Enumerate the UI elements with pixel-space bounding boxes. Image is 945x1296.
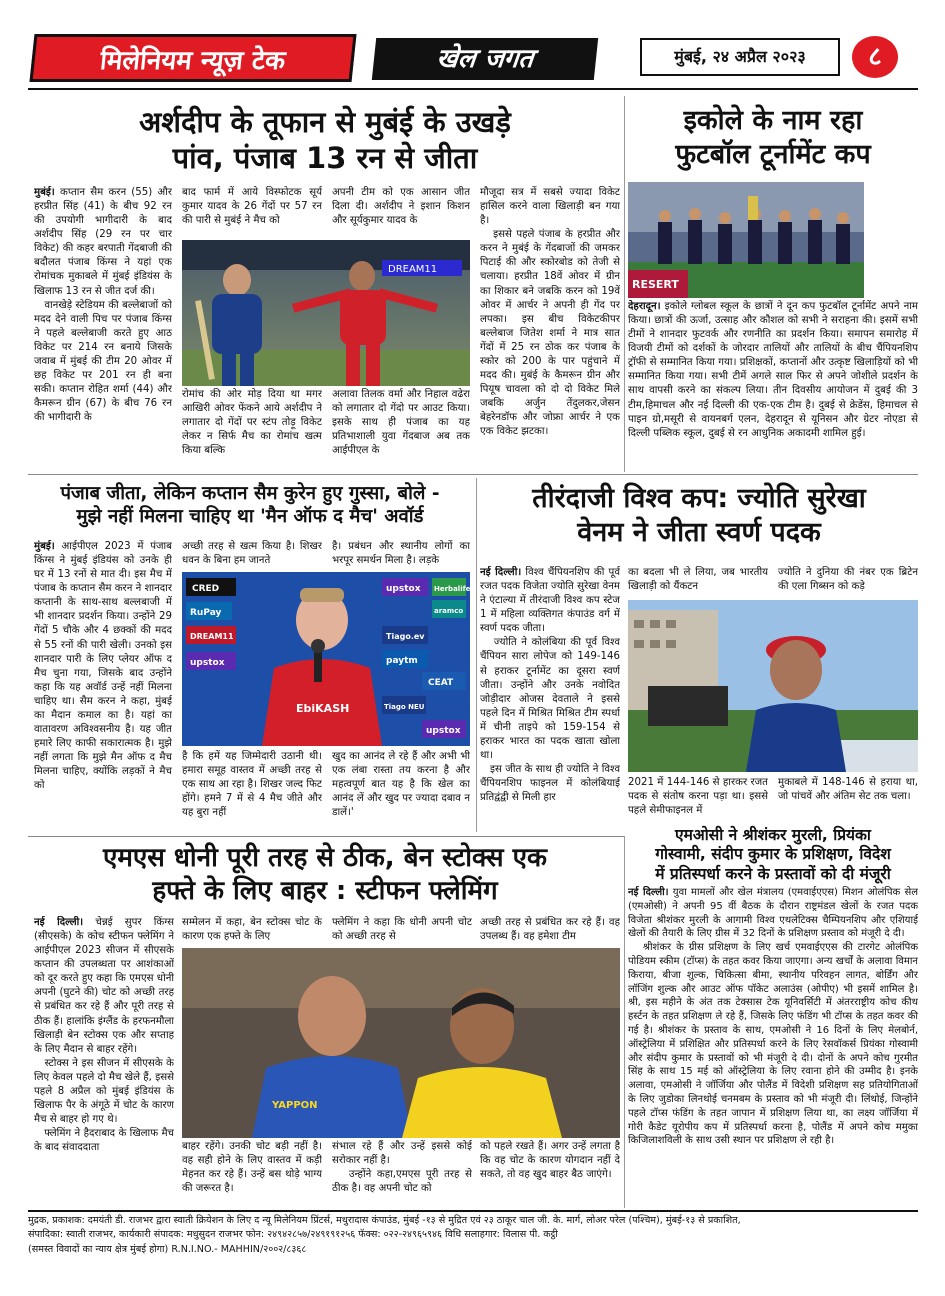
footer-rule — [28, 1210, 918, 1212]
story5-text-b: श्रीशंकर के ग्रीस प्रशिक्षण के लिए खर्च एमवाईएएस की टारगेट ओलंपिक पोडियम स्कीम (टॉप्स) के तहत कवर किया जाएगा। अन्य खर्चों के अलावा विमान किराया, बीजा शुल्क, चिकित्सा बीमा, स्थानीय परिवहन लागत, बोर्डिंग और लॉजिंग शुल्क और आउट ऑफ पॉकेट अलाउंस (ओपीए) भी इसमें शामिल है। श्री, इस महीने के अंत तक टेक्सास टेक यूनिवर्सिटी में अंतरराष्ट्रीय कोच कीथ हर्स्टन के तहत प्रशिक्षण ले रहे हैं, जिसके लिए फंडिंग भी टॉप्स के तहत कवर की गई है। श्रीशंकर के प्रस्ताव के साथ, एमओसी ने 16 दिनों के लिए मेलबोर्न, ऑस्ट्रेलिया में प्रशिक्षित और प्रतिस्पर्धा करने के लिए रेसवॉकर्स प्रियंका गोस्वामी और संदीप कुमार के प्रस्तावों को भी मंजूरी दे दी। दोनों के अपने कोच गुरमीत सिंह के साथ 15 मई को ऑस्ट्रेलिया के लिए रवाना होने की उम्मीद है। इनके अलावा, एमओसी ने जॉर्जिया और पोलैंड में विदेशी प्रशिक्षण सह प्रतियोगिताओं के लिए जुडोका लिनथोई चनमबम के प्रस्ताव को भी मंजूरी दी। लिंथोई, जिन्होंने पहले टॉप्स फंडिंग के तहत जापान में प्रशिक्षण लिया था, का लक्ष्य जॉर्जिया में गोरी कैडेट यूरोपीय कप में प्रतिस्पर्धा करना है, पोलैंड में अपने कोच ममुका किजिलाशविली के साथ उसी स्थान पर प्रशिक्षण ले रही है। — [628, 942, 918, 1147]
section-title: खेल जगत — [372, 38, 598, 80]
story1-col2-top: बाद फार्म में आये विस्फोटक सूर्य कुमार यादव के 26 गेंदों पर 57 रन की पारी से मुबंई ने मैच को — [182, 187, 322, 227]
story3-text: आईपीएल 2023 में पंजाब किंग्स ने मुंबई इंडियंस को उनके ही घर में 13 रनों से मात दी। इस मैच में पंजाब के कप्तान सैम करन ने शानदार कप्तानी के साथ-साथ बल्लबाजी में भी शानदार प्रदर्शन किया। उन्होंने 29 गेंदों 5 चौके और 4 छक्कों की मदद से 55 रनों की पारी खेली। उनको इस शानदार पारी के लिए प्लेयर ऑफ द मैच चुना गया, जिसके बाद उन्होंने कहा कि यह अवॉर्ड उन्हें नहीं मिलना चाहिए था। सैम करन ने कहा, मुंबई का मैदान कमाल का है। यहां का वातावरण अविश्वसनीय है। यह जीत हमारे लिए काफी सकारात्मक है। मुझे नहीं लगता कि मुझे मैन ऑफ द मैच मिलना चाहिए, क्योंकि लड़कों ने मैच को — [34, 541, 172, 792]
match-photo-arshdeep — [182, 240, 470, 386]
section-rule — [28, 836, 624, 837]
dateline: देहरादून। — [628, 301, 661, 312]
story4-headline-line1: तीरंदाजी विश्व कप: ज्योति सुरेखा — [532, 483, 866, 514]
imprint-line1: मुद्रक, प्रकाशक: दमयंती डी. राजभर द्वारा स्वाती क्रियेशन के लिए द न्यू मिलेनियम प्रिंटर्स, मथुरादास कंपाउंड, मुंबई -१३ से मुद्रित एवं २३ ठाकूर चाल जी. के. मार्ग, लोअर परेल (पश्चिम), मुंबई-१३ से प्रकाशित, — [28, 1215, 741, 1226]
svg-text:YAPPON: YAPPON — [272, 1100, 318, 1111]
story1-text-a: कप्तान सैम करन (55) और हरप्रीत सिंह (41) के बीच 92 रन की उपयोगी भागीदारी के बाद अर्शदीप सिंह (29 रन पर चार विकेट) की कहर बरपाती गेंदबाजी की बदौलत पंजाब किंग्स ने यहां एक रोमांचक मुकाबले में मुंबई इंडियंस के खिलाफ 13 रन से जीत दर्ज की। — [34, 187, 172, 297]
story5-body — [628, 886, 918, 1206]
svg-text:EbiKASH: EbiKASH — [296, 702, 350, 715]
dateline: मुबंई। — [34, 187, 55, 198]
story5-headline — [628, 826, 918, 884]
svg-text:Tiago NEU: Tiago NEU — [384, 703, 425, 711]
svg-text:CRED: CRED — [192, 584, 220, 594]
story6-text-d: संभाल रहे हैं और उन्हें इससे कोई सरोकार नहीं है। — [332, 1141, 472, 1167]
story1-col4 — [480, 186, 620, 470]
story3-col2-top: अच्छी तरह से खत्म किया है। शिखर धवन के बिना हम जानते — [182, 541, 322, 567]
dateline: नई दिल्ली। — [480, 567, 522, 578]
story5-headline-line3: में प्रतिस्पर्धा करने के प्रस्तावों को दी मंजूरी — [655, 864, 891, 883]
story5-text-a: युवा मामलों और खेल मंत्रालय (एमवाईएएस) मिशन ओलंपिक सेल (एमओसी) ने अपनी 95 वीं बैठक के दौरान राष्ट्रमंडल खेलों के रजत पदक विजेता श्रीशंकर मुरली के आगामी विश्व एथलेटिक्स चैम्पियनशिप और एशियाई खेलों की तैयारी के लिए ग्रीस में 32 दिनों के प्रशिक्षण प्रस्ताव को मंजूरी दे दी। — [628, 887, 918, 940]
story4-col2-top: का बदला भी ले लिया, जब भारतीय खिलाड़ी को यैंकटन — [628, 567, 768, 593]
story1-col3-top: अपनी टीम को एक आसान जीत दिला दी। अर्शदीप ने इशान किशन और सूर्यकुमार यादव के — [332, 187, 470, 227]
story6-headline — [30, 842, 620, 907]
story3-headline-line1: पंजाब जीता, लेकिन कप्तान सैम कुरेन हुए गुस्सा, बोले - — [60, 483, 440, 504]
svg-text:DREAM11: DREAM11 — [388, 264, 438, 275]
story3-col3-top: है। प्रबंधन और स्थानीय लोगों का भरपूर समर्थन मिला है। लड़के — [332, 541, 470, 567]
svg-text:DREAM11: DREAM11 — [190, 632, 234, 641]
story1-col3-bottom: अलावा तिलक वर्मा और निहाल वढेरा को लगातार दो गेंदो पर आउट किया। इसके साथ ही पंजाब का यह प्रतिभाशाली युवा गेंदबाज अब तक आईपीएल के — [332, 389, 470, 457]
story4-col2-bottom: 2021 में 144-146 से हारकर रजत पदक से संतोष करना पड़ा था। इससे पहले सेमीफाइनल में — [628, 777, 768, 817]
story1-text-c: मौजूदा सत्र में सबसे ज्यादा विकेट हासिल करने वाला खिलाड़ी बन गया है। — [480, 187, 620, 227]
story6-col2-bottom: बाहर रहेंगे। उनकी चोट बड़ी नहीं है। वह सही होने के लिए वास्तव में कड़ी मेहनत कर रहे हैं। उन्हें बस थोड़े भाग्य की जरूरत है। — [182, 1141, 322, 1195]
story1-col1 — [34, 186, 172, 468]
column-divider — [476, 478, 477, 832]
story6-col4-top: अच्छी तरह से प्रबंधित कर रहे हैं। वह उपलब्ध हैं। वह हमेशा टीम — [480, 917, 620, 943]
story3-headline — [30, 482, 470, 528]
imprint-line3: (समस्त विवादों का न्याय क्षेत्र मुंबई होगा) R.N.I.NO.- MAHHIN/२००२/८३६८ — [28, 1243, 307, 1255]
story6-col3-top: फ्लेमिंग ने कहा कि धोनी अपनी चोट को अच्छी तरह से — [332, 917, 472, 943]
svg-text:RESERT: RESERT — [632, 278, 679, 291]
svg-text:aramco: aramco — [434, 607, 464, 615]
story5-headline-line1: एमओसी ने श्रीशंकर मुरली, प्रियंका — [675, 826, 871, 844]
masthead-brand: मिलेनियम न्यूज़ टेक — [29, 34, 356, 82]
fleming-dhoni-photo — [182, 948, 620, 1138]
story2-headline-line1: इकोले के नाम रहा — [683, 105, 863, 136]
story3-col3-bottom: खुद का आनंद ले रहे हैं और अभी भी एक लंबा रास्ता तय करना है और महत्वपूर्ण बात यह है कि खेल का आनंद लें और खुद पर ज्यादा दबाव न डालें।' — [332, 751, 470, 819]
svg-text:upstox: upstox — [426, 726, 461, 736]
story3-col1 — [34, 540, 172, 832]
story4-col1 — [480, 566, 620, 834]
svg-text:CEAT: CEAT — [428, 678, 454, 688]
story3-col2-bottom: है कि हमें यह जिम्मेदारी उठानी थी। हमारा समूह वास्तव में अच्छी तरह से एक साथ आ रहा है। शिखर जल्द फिट होंगे। हमने 7 में से 4 मैच जीते और यह बुरा नहीं — [182, 751, 322, 819]
dateline: मुंबई। — [34, 541, 55, 552]
svg-text:upstox: upstox — [386, 584, 421, 594]
svg-text:Tiago.ev: Tiago.ev — [386, 632, 425, 641]
story4-headline-line2: वेनम ने जीता स्वर्ण पदक — [577, 516, 821, 548]
story6-headline-line1: एमएस धोनी पूरी तरह से ठीक, बेन स्टोक्स एक — [102, 843, 547, 873]
column-divider — [624, 836, 625, 1208]
story1-headline-line1: अर्शदीप के तूफान से मुबंई के उखड़े — [139, 105, 511, 139]
column-divider — [624, 96, 625, 472]
story1-text-b: वानखेड़े स्टेडियम की बल्लेबाजों को मदद देने वाली पिच पर पंजाब किंग्स ने पहले बल्लेबाजी करते हुए आठ विकेट पर 214 रन बनाये जिसके जवाब में मुंबई की टीम 20 ओवर में छह विकेट पर 201 रन ही बना सकी। कप्तान रोहित शर्मा (44) और कैमरून ग्रीन (67) के बीच 76 रन की भागीदारी के — [34, 299, 172, 424]
top-rule — [28, 88, 918, 90]
story2-body — [628, 300, 918, 472]
svg-text:paytm: paytm — [386, 656, 418, 666]
story6-col3-bottom — [332, 1140, 472, 1206]
story2-text: इकोले ग्लोबल स्कूल के छात्रों ने दून कप फुटबॉल टूर्नामेंट अपने नाम किया। छात्रों की ऊर्जा, उत्साह और कौशल को सभी ने सराहना की। इसमें सभी टीमों ने शानदार फुटवर्क और रणनीति का प्रदर्शन किया। समापन समारोह में विजयी टीमों को दर्शकों के जोरदार तालियों और तालियों के बीच चैंपियनशिप ट्रॉफी से सम्मानित किया गया। प्रशिक्षकों, कप्तानों और उत्कृष्ट खिलाड़ियों को भी सम्मानित किया गया। सभी टीमें अगले साल फिर से अपने जोशीले प्रदर्शन के साथ वापसी करने का संकल्प लिया। तीन दिवसीय आयोजन में दुबई की 3 टीम,हिमाचल और नई दिल्ली की एक-एक टीम है। दुबई से क्रेडेंस, हिमाचल से पाइन ग्रो,मसूरी से वायनबर्ग एलन, देहरादून से यूनिसन और ग्रेटर नोएडा से दिल्ली पब्लिक स्कूल, दुबई से रन आधुनिक अकादमी शामिल हुई। — [628, 301, 918, 439]
story1-text-d: इससे पहले पंजाब के हरप्रीत और करन ने मुबंई के गेंदबाजों की जमकर पिटाई की और स्कोरबोड को तेजी से चलाया। हरप्रीत 18वें ओवर में ग्रीन का शिकार बने जबकि करन को 19वें ओवर में आर्चर ने अपनी ही गेंद पर लपका। इस बीच विकेटकीपर बल्लेबाज जितेश शर्मा ने मात्र सात गेंदों में 25 रन ठोक कर पंजाब के स्कोर को 200 के पार पहुंचाने में मदद की। मुबंई के कैमरून ग्रीन और पियूष चावला को दो दो विकेट मिले जबकि अर्जुन तेंदुलकर,जेसन बेहरेनडॉफ और जोफ्रा आर्चर ने एक एक विकेट झटका। — [480, 229, 620, 438]
story2-headline-line2: फुटबॉल टूर्नामेंट कप — [675, 138, 871, 170]
story4-col3-bottom: मुकाबले में 148-146 से हराया था, जो पांचवें और अंतिम सेट तक चला। — [778, 777, 918, 803]
svg-text:RuPay: RuPay — [190, 608, 222, 618]
page-number: ८ — [852, 36, 898, 78]
imprint-line2: संपादिका: स्वाती राजभर, कार्यकारी संपादक: मधुसुदन राजभर फोन: २४९४२८५७/२४९१९१२५६ फॅक्स: ०२२-२४९६५९४६ विधि सलाहगार: विलास पी. कट्ठी — [28, 1229, 558, 1241]
sam-curran-press-photo — [182, 572, 470, 746]
dateline: नई दिल्ली। — [628, 887, 669, 898]
imprint-footer — [28, 1214, 918, 1257]
section-rule — [28, 474, 918, 475]
story4-text-a: विश्व चैंपियनशिप की पूर्व रजत पदक विजेता ज्योति सुरेखा वेनम ने एंटाल्या में तीरंदाजी विश्व कप स्टेज 1 में महिला व्यक्तिगत कंपाउंड वर्ग में स्वर्ण पदक जीता। — [480, 567, 620, 635]
dateline: नई दिल्ली। — [34, 917, 84, 928]
football-team-photo — [628, 182, 864, 298]
story4-col3-top: ज्योति ने दुनिया की नंबर एक ब्रिटेन की एला गिब्सन को कड़े — [778, 567, 918, 593]
story2-headline — [628, 104, 918, 172]
story6-text-c: फ्लेमिंग ने हैदराबाद के खिलाफ मैच के बाद संवाददाता — [34, 1128, 174, 1154]
story6-col4-bottom: को पहले रखते हैं। अगर उन्हें लगता है कि वह चोट के कारण योगदान नहीं दे सकते, तो वह खुद बाहर बैठ जाएंगे। — [480, 1141, 620, 1181]
story4-text-c: इस जीत के साथ ही ज्योति ने विश्व चैंपियनशिप फाइनल में कोलंबियाई प्रतिद्वंद्वी से मिली हार — [480, 764, 620, 804]
story6-text-e: उन्होंने कहा,एमएस पूरी तरह से ठीक है। वह अपनी चोट को — [332, 1169, 472, 1195]
story4-headline — [480, 482, 918, 550]
story6-headline-line2: हफ्ते के लिए बाहर : स्टीफन फ्लेमिंग — [152, 875, 498, 906]
story1-headline — [30, 104, 620, 177]
story1-col2-bottom: रोमांच की ओर मोड़ दिया था मगर आखिरी ओवर फेंकने आये अर्शदीप ने लगातार दो गेंदों पर स्टंप तोड़ू विकेट लेकर न सिर्फ मैच का रोमांच खत्म किया बल्कि — [182, 389, 322, 457]
story6-text-a: चेन्नई सुपर किंग्स (सीएसके) के कोच स्टीफन फ्लेमिंग ने आईपीएल 2023 सीजन में सीएसके कप्तान की उपलब्धता पर आशंकाओं को दूर करते हुए कहा कि एमएस धोनी अपनी (घुटने की) चोट को अच्छी तरह से प्रबंधित कर रहे हैं और पूरी तरह से ठीक हैं। हालांकि इंग्लैंड के हरफनमौला खिलाड़ी बेन स्टोक्स एक और सप्ताह के लिए मैदान से बाहर रहेंगे। — [34, 917, 174, 1055]
story1-headline-line2: पांव, पंजाब 13 रन से जीता — [172, 141, 478, 176]
story3-headline-line2: मुझे नहीं मिलना चाहिए था 'मैन ऑफ द मैच' अवॉर्ड — [76, 506, 424, 528]
svg-text:upstox: upstox — [190, 658, 225, 668]
story6-col2-top: सम्मेलन में कहा, बेन स्टोक्स चोट के कारण एक हफ्ते के लिए — [182, 917, 322, 943]
story6-col1 — [34, 916, 174, 1208]
issue-date: मुंबई, २४ अप्रैल २०२३ — [640, 38, 840, 76]
story6-text-b: स्टोक्स ने इस सीजन में सीएसके के लिए केवल पहले दो मैच खेले हैं, इससे पहले 8 अप्रैल को मुंबई इंडियंस के खिलाफ पैर के अंगूठे में चोट के कारण मैच से बाहर हो गए थे। — [34, 1057, 174, 1126]
jyothi-surekha-photo — [628, 600, 918, 772]
svg-text:Herbalife: Herbalife — [434, 585, 470, 593]
story4-text-b: ज्योति ने कोलंबिया की पूर्व विश्व चैंपियन सारा लोपेज को 149-146 से हराकर टूर्नामेंट का दूसरा स्वर्ण जीता। उन्होंने और उनके नवोदित जोड़ीदार ओजस देवताले ने इससे पहले दिन में मिश्रित मिश्रित टीम स्पर्धा में चीनी ताइपे को 159-154 से हराकर भारत का पदक खाता खोला था। — [480, 637, 620, 762]
story5-headline-line2: गोस्वामी, संदीप कुमार के प्रशिक्षण, विदेश — [655, 845, 891, 864]
